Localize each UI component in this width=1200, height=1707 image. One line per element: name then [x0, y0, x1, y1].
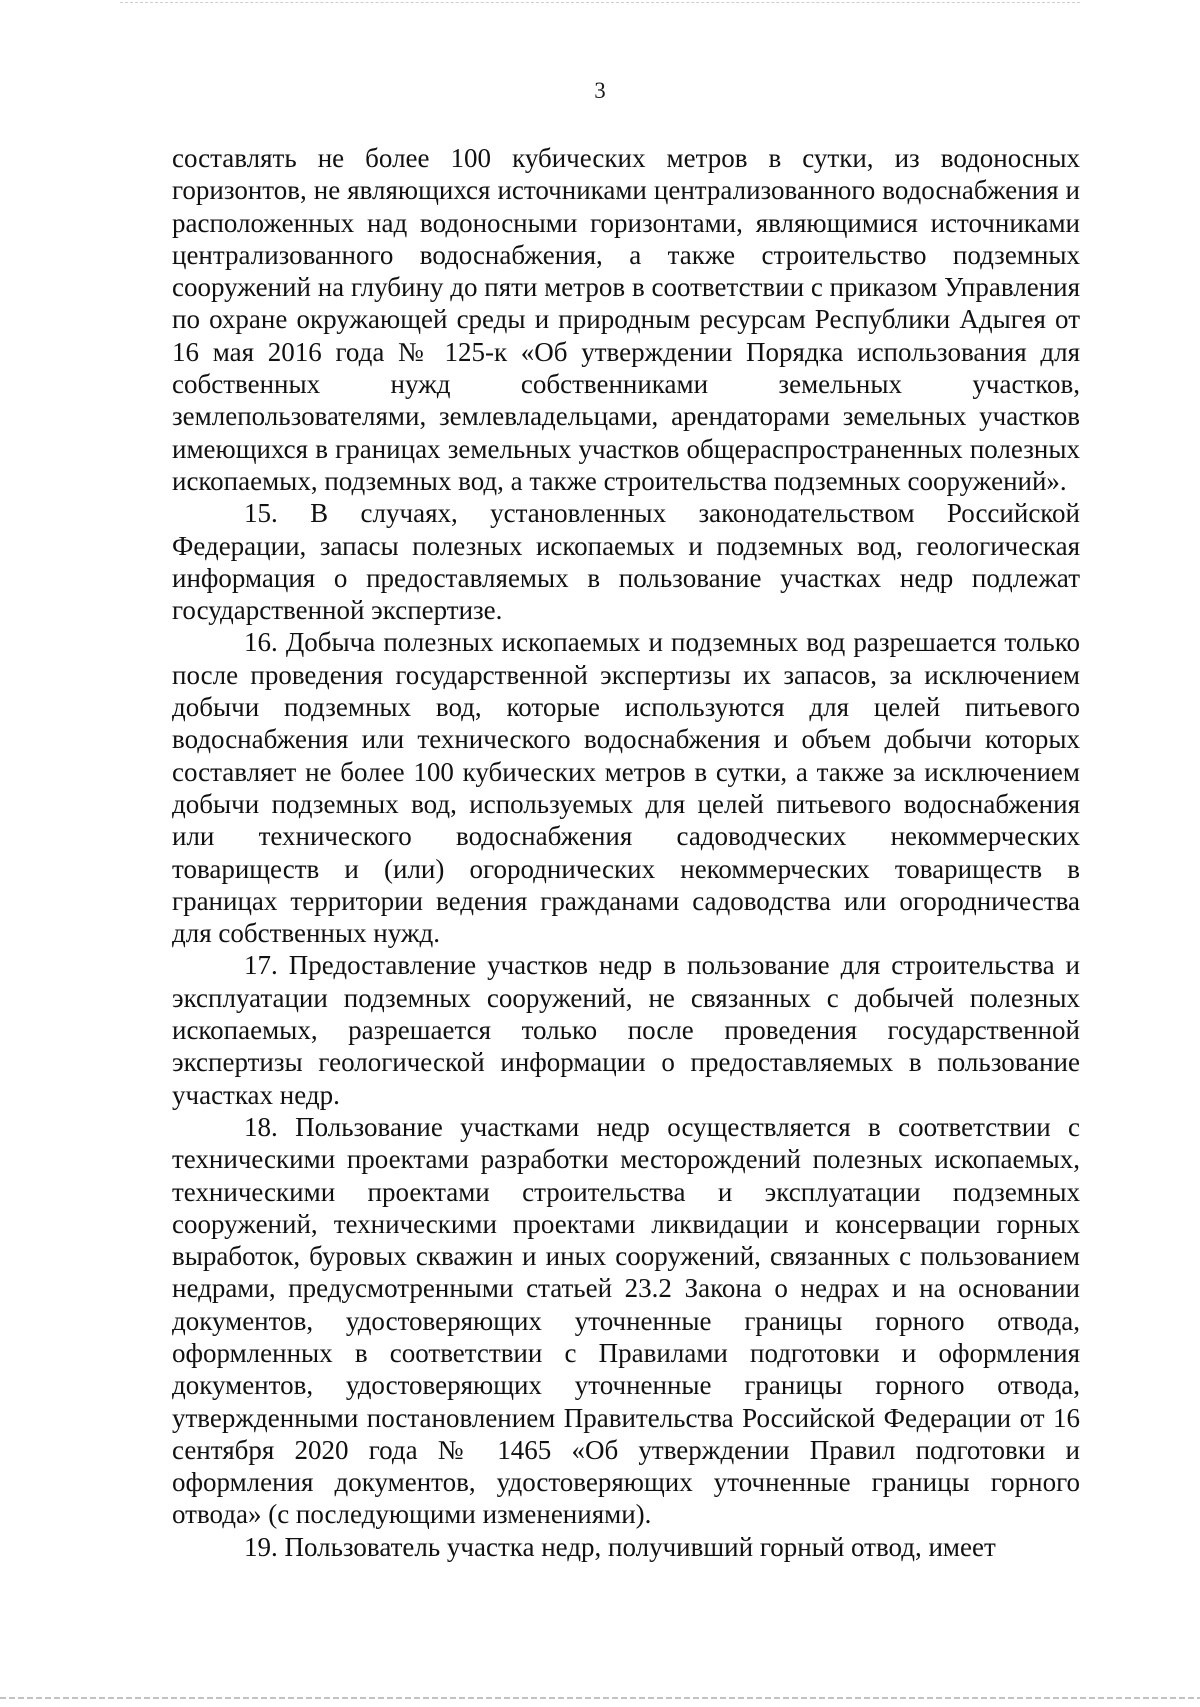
page-number: 3: [594, 78, 606, 103]
scan-edge-top: [120, 2, 1080, 4]
paragraph-item-15: 15. В случаях, установленных законодательством Российской Федерации, запасы полезных ископаемых и подземных вод, геологическая информация о предоставляемых в пользование участках недр подлежат государственной экспертизе.: [172, 498, 1080, 626]
document-body: [172, 142, 1080, 1563]
paragraph-item-18: 18. Пользование участками недр осуществляется в соответствии с техническими проектами разработки месторождений полезных ископаемых, техническими проектами строительства и эксплуатации подземных сооружений, техническими проектами ликвидации и консервации горных выработок, буровых скважин и иных сооружений, связанных с пользованием недрами, предусмотренными статьей 23.2 Закона о недрах и на основании документов, удостоверяющих уточненные границы горного отвода, оформленных в соответствии с Правилами подготовки и оформления документов, удостоверяющих уточненные границы горного отвода, утвержденными постановлением Правительства Российской Федерации от 16 сентября 2020 года № 1465 «Об утверждении Правил подготовки и оформления документов, удостоверяющих уточненные границы горного отвода» (с последующими изменениями).: [172, 1111, 1080, 1530]
paragraph-item-17: 17. Предоставление участков недр в пользование для строительства и эксплуатации подземных сооружений, не связанных с добычей полезных ископаемых, разрешается только после проведения государственной экспертизы геологической информации о предоставляемых в пользование участках недр.: [172, 950, 1080, 1110]
paragraph-item-19: 19. Пользователь участка недр, получивший горный отвод, имеет: [244, 1531, 996, 1562]
paragraph-continuation: составлять не более 100 кубических метров в сутки, из водоносных горизонтов, не являющихся источниками централизованного водоснабжения и расположенных над водоносными горизонтами, являющимися источниками централизованного водоснабжения, а также строительство подземных сооружений на глубину до пяти метров в соответствии с приказом Управления по охране окружающей среды и природным ресурсам Республики Адыгея от 16 мая 2016 года № 125-к «Об утверждении Порядка использования для собственных нужд собственниками земельных участков, землепользователями, землевладельцами, арендаторами земельных участков имеющихся в границах земельных участков общераспространенных полезных ископаемых, подземных вод, а также строительства подземных сооружений».: [172, 143, 1080, 496]
scan-edge-bottom: [0, 1697, 1200, 1699]
paragraph-item-16: 16. Добыча полезных ископаемых и подземных вод разрешается только после проведения государственной экспертизы их запасов, за исключением добычи подземных вод, которые используются для целей питьевого водоснабжения или технического водоснабжения и объем добычи которых составляет не более 100 кубических метров в сутки, а также за исключением добычи подземных вод, используемых для целей питьевого водоснабжения или технического водоснабжения садоводческих некоммерческих товариществ и (или) огороднических некоммерческих товариществ в границах территории ведения гражданами садоводства или огородничества для собственных нужд.: [172, 627, 1080, 949]
